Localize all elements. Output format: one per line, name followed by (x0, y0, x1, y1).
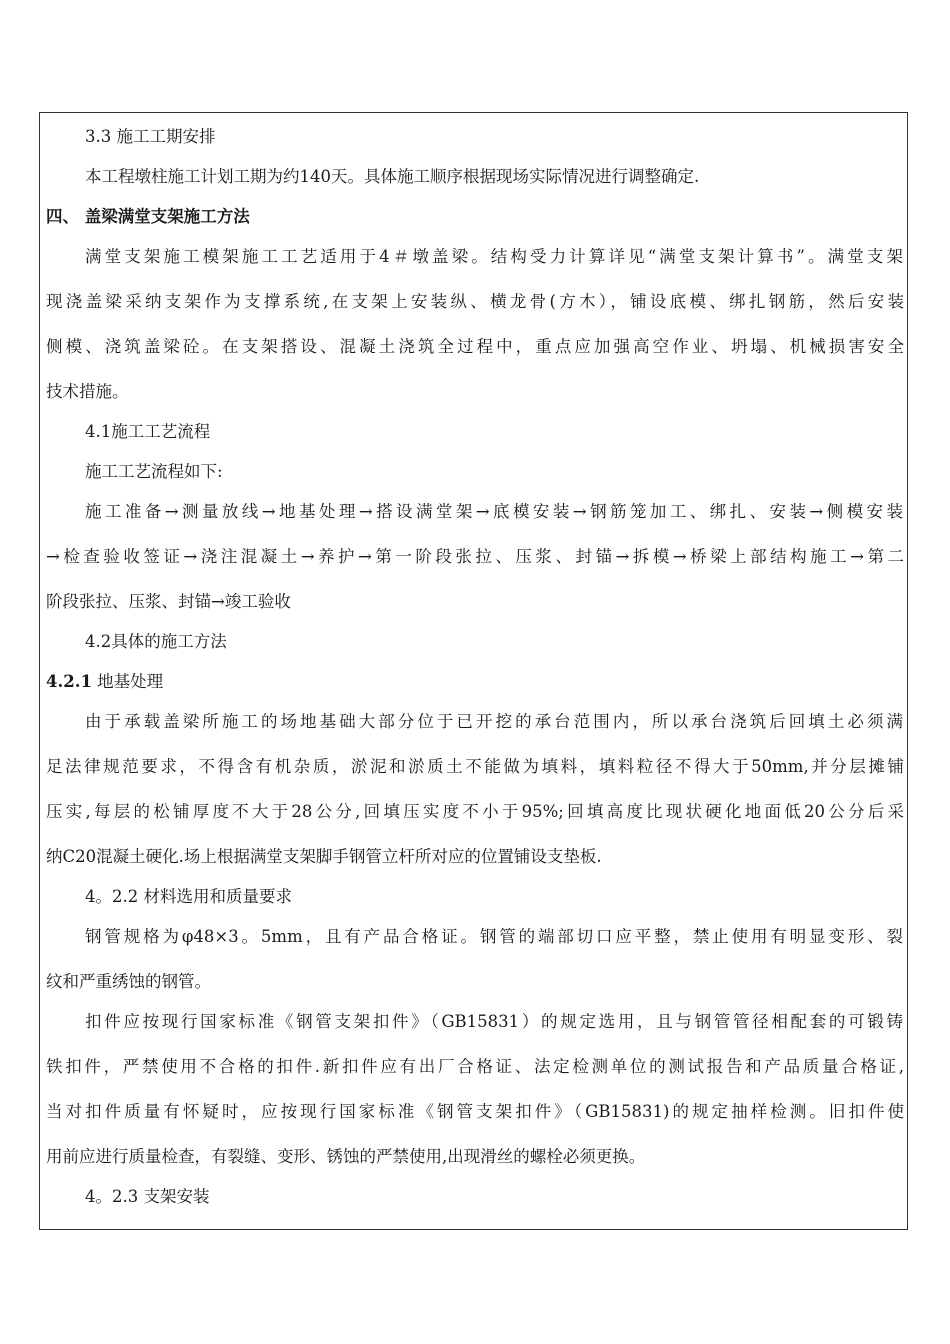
section-4-2-2-p1-line-2: 纹和严重绣蚀的钢管。 (46, 972, 211, 991)
chapter-4-paragraph-line-4: 技术措施。 (46, 382, 129, 401)
section-4-2-2-heading: 4。2.2 材料选用和质量要求 (85, 887, 292, 906)
process-flow-line-1: 施工准备→测量放线→地基处理→搭设满堂架→底模安装→钢筋笼加工、绑扎、安装→侧模安装 (85, 502, 903, 521)
section-4-2-1-number: 4.2.1 (46, 672, 92, 691)
section-3-3-heading: 3.3 施工工期安排 (85, 127, 216, 146)
section-4-2-2-p2-line-4: 用前应进行质量检查，有裂缝、变形、锈蚀的严禁使用,出现滑丝的螺栓必须更换。 (46, 1147, 646, 1166)
section-4-2-1-title: 地基处理 (91, 672, 164, 691)
chapter-4-paragraph-line-2: 现浇盖梁采纳支架作为支撑系统,在支架上安装纵、横龙骨(方木），铺设底模、绑扎钢筋，然后安装 (46, 292, 904, 311)
section-4-2-2-p2-line-1: 扣件应按现行国家标准《钢管支架扣件》（GB15831）的规定选用，且与钢管管径相配套的可锻铸 (85, 1012, 903, 1031)
chapter-4-paragraph-line-3: 侧模、浇筑盖梁砼。在支架搭设、混凝土浇筑全过程中，重点应加强高空作业、坍塌、机械损害安全 (46, 337, 904, 356)
section-4-2-1-line-2: 足法律规范要求，不得含有机杂质，淤泥和淤质土不能做为填料，填料粒径不得大于50mm,并分层摊铺 (46, 757, 904, 776)
section-4-2-2-p2-line-2: 铁扣件，严禁使用不合格的扣件.新扣件应有出厂合格证、法定检测单位的测试报告和产品质量合格证, (46, 1057, 904, 1076)
section-4-2-heading: 4.2具体的施工方法 (85, 632, 227, 651)
process-flow-line-2: →检查验收签证→浇注混凝土→养护→第一阶段张拉、压浆、封锚→拆模→桥梁上部结构施工→第二 (46, 547, 904, 566)
section-4-2-2-p2-line-3: 当对扣件质量有怀疑时，应按现行国家标准《钢管支架扣件》（GB15831)的规定抽样检测。旧扣件使 (46, 1102, 904, 1121)
section-4-2-3-heading: 4。2.3 支架安装 (85, 1187, 210, 1206)
section-4-1-heading: 4.1施工工艺流程 (85, 422, 211, 441)
chapter-4-heading: 四、 盖梁满堂支架施工方法 (46, 207, 250, 226)
process-flow-line-3: 阶段张拉、压浆、封锚→竣工验收 (46, 592, 291, 611)
section-4-2-1-line-3: 压实,每层的松铺厚度不大于28公分,回填压实度不小于95%;回填高度比现状硬化地面低20公分后采 (46, 802, 904, 821)
chapter-4-paragraph-line-1: 满堂支架施工模架施工工艺适用于4＃墩盖梁。结构受力计算详见“满堂支架计算书”。满堂支架 (85, 247, 903, 266)
section-4-2-1-line-1: 由于承载盖梁所施工的场地基础大部分位于已开挖的承台范围内，所以承台浇筑后回填土必须满 (85, 712, 903, 731)
section-3-3-text: 本工程墩柱施工计划工期为约140天。具体施工顺序根据现场实际情况进行调整确定. (85, 167, 700, 186)
section-4-1-intro: 施工工艺流程如下: (85, 462, 223, 481)
section-4-2-1-line-4: 纳C20混凝土硬化.场上根据满堂支架脚手钢管立杆所对应的位置铺设支垫板. (46, 847, 602, 866)
section-4-2-2-p1-line-1: 钢管规格为φ48×3。5mm，且有产品合格证。钢管的端部切口应平整，禁止使用有明显变形、裂 (85, 927, 903, 946)
section-4-2-1-heading (46, 671, 163, 693)
